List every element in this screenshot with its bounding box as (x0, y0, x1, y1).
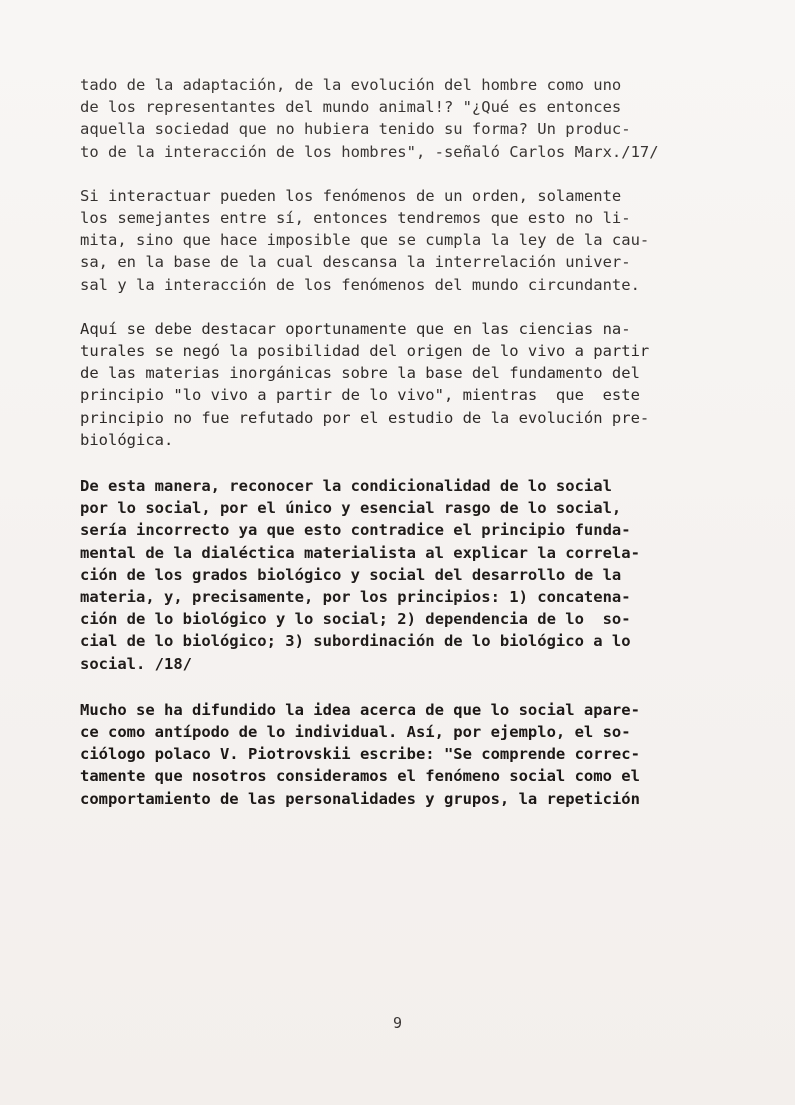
text-line: Si interactuar pueden los fenómenos de un orden, solamente (80, 186, 622, 205)
text-line: comportamiento de las personalidades y grupos, la repetición (80, 789, 640, 808)
text-line: ciólogo polaco V. Piotrovskii escribe: "Se comprende correc- (80, 745, 640, 764)
text-line: sal y la interacción de los fenómenos del mundo circundante. (80, 275, 640, 294)
text-line: Mucho se ha difundido la idea acerca de que lo social apare- (80, 700, 640, 719)
paragraph-2 (80, 185, 756, 296)
text-line: tamente que nosotros consideramos el fenómeno social como el (80, 767, 640, 786)
text-line: Aquí se debe destacar oportunamente que en las ciencias na- (80, 319, 631, 338)
text-line: principio "lo vivo a partir de lo vivo", mientras que este (80, 386, 640, 405)
text-line: tado de la adaptación, de la evolución del hombre como uno (80, 76, 622, 94)
text-line: mita, sino que hace imposible que se cumpla la ley de la cau- (80, 231, 650, 250)
text-line: por lo social, por el único y esencial rasgo de lo social, (80, 499, 622, 518)
text-line: mental de la dialéctica materialista al explicar la correla- (80, 543, 640, 562)
paragraph-4 (80, 475, 756, 675)
text-line: ce como antípodo de lo individual. Así, por ejemplo, el so- (80, 723, 631, 742)
text-line: aquella sociedad que no hubiera tenido su forma? Un produc- (80, 120, 631, 139)
text-line: biológica. (80, 430, 174, 449)
text-line: cial de lo biológico; 3) subordinación de lo biológico a lo (80, 632, 631, 651)
text-line: social. /18/ (80, 654, 192, 673)
text-line: De esta manera, reconocer la condicionalidad de lo social (80, 477, 612, 496)
text-line: turales se negó la posibilidad del origen de lo vivo a partir (80, 342, 650, 361)
body-text (80, 74, 756, 810)
text-line: ción de los grados biológico y social del desarrollo de la (80, 565, 622, 584)
text-line: los semejantes entre sí, entonces tendremos que esto no li- (80, 209, 631, 228)
paragraph-1 (80, 74, 756, 163)
page-number: 9 (392, 1014, 403, 1032)
paragraph-3 (80, 318, 756, 451)
text-line: to de la interacción de los hombres", -señaló Carlos Marx./17/ (80, 142, 659, 161)
text-line: de los representantes del mundo animal!? "¿Qué es entonces (80, 98, 622, 117)
text-line: sería incorrecto ya que esto contradice el principio funda- (80, 521, 631, 540)
text-line: ción de lo biológico y lo social; 2) dependencia de lo so- (80, 610, 631, 629)
text-line: materia, y, precisamente, por los principios: 1) concatena- (80, 588, 631, 607)
text-line: de las materias inorgánicas sobre la base del fundamento del (80, 364, 640, 383)
text-line: sa, en la base de la cual descansa la interrelación univer- (80, 253, 631, 272)
text-line: principio no fue refutado por el estudio de la evolución pre- (80, 408, 650, 427)
paragraph-5 (80, 699, 756, 810)
